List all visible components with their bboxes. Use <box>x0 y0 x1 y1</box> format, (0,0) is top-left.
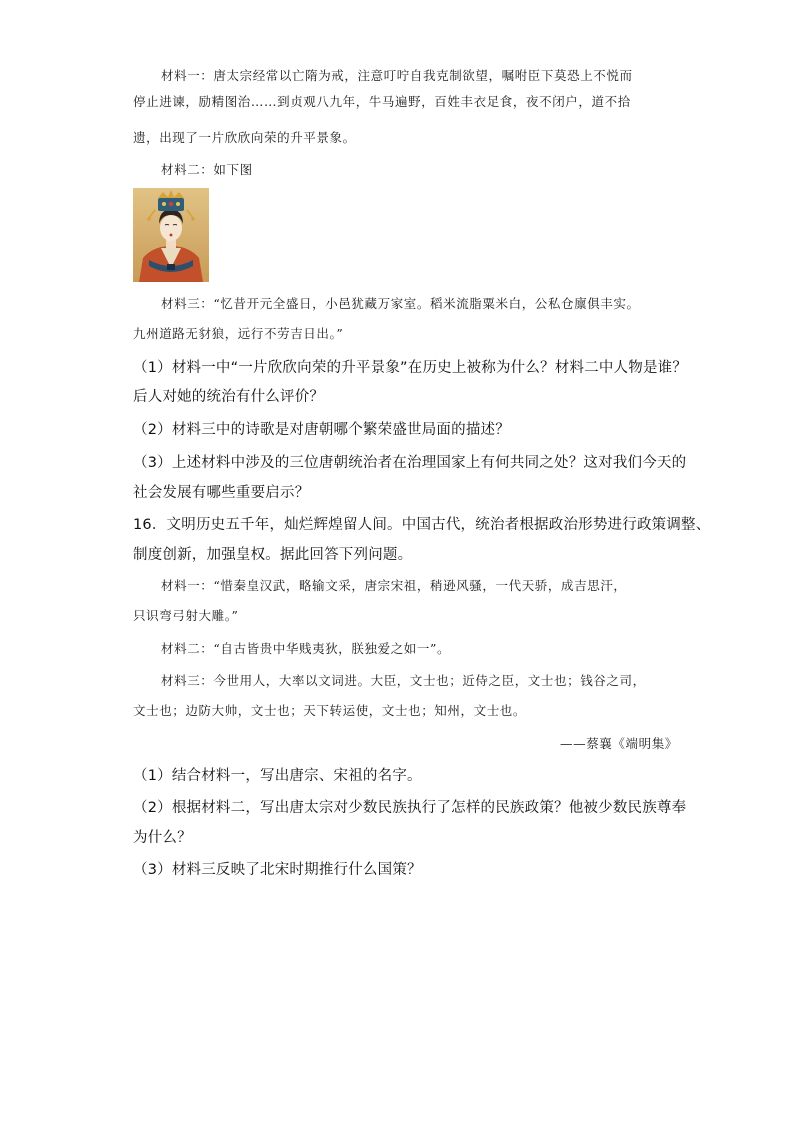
empress-portrait-image <box>133 188 209 282</box>
question-2: （2）材料三中的诗歌是对唐朝哪个繁荣盛世局面的描述？ <box>133 422 510 438</box>
q16-question-2-line-1: （2）根据材料二，写出唐太宗对少数民族执行了怎样的民族政策？他被少数民族尊奉 <box>133 800 687 816</box>
q16-question-3: （3）材料三反映了北宋时期推行什么国策？ <box>133 862 422 878</box>
material1-line-3: 遗，出现了一片欣欣向荣的升平景象。 <box>133 130 356 145</box>
q16-material3-line-2: 文士也；边防大帅，文士也；天下转运使，文士也；知州，文士也。 <box>133 703 527 718</box>
empress-portrait-illustration <box>133 188 209 282</box>
question-1-line-1: （1）材料一中“一片欣欣向荣的升平景象”在历史上被称为什么？材料二中人物是谁？ <box>133 360 688 376</box>
q16-intro-line-2: 制度创新，加强皇权。据此回答下列问题。 <box>133 547 413 563</box>
q16-intro-line-1: 16．文明历史五千年，灿烂辉煌留人间。中国古代，统治者根据政治形势进行政策调整、 <box>133 517 711 533</box>
material3-line-2: 九州道路无豺狼，远行不劳吉日出。” <box>133 326 344 341</box>
q16-material1-line-2: 只识弯弓射大雕。” <box>133 608 239 623</box>
material1-line-2: 停止进谏，励精图治……到贞观八九年，牛马遍野，百姓丰衣足食，夜不闭户，道不拾 <box>133 94 631 109</box>
q16-question-1: （1）结合材料一，写出唐宗、宋祖的名字。 <box>133 768 422 784</box>
material3-line-1: 材料三：“忆昔开元全盛日，小邑犹藏万家室。稻米流脂粟米白，公私仓廪俱丰实。 <box>161 296 640 311</box>
q16-material2: 材料二：“自古皆贵中华贱夷狄，朕独爱之如一”。 <box>161 641 451 656</box>
q16-material3-line-1: 材料三：今世用人，大率以文词进。大臣，文士也；近侍之臣，文士也；钱谷之司， <box>161 673 646 688</box>
material1-line-1: 材料一：唐太宗经常以亡隋为戒，注意叮咛自我克制欲望，嘱咐臣下莫恐上不悦而 <box>161 68 633 83</box>
question-1-line-2: 后人对她的统治有什么评价？ <box>133 389 325 405</box>
question-3-line-2: 社会发展有哪些重要启示？ <box>133 485 310 501</box>
q16-question-2-line-2: 为什么？ <box>133 830 192 846</box>
material2-label: 材料二：如下图 <box>161 162 253 177</box>
question-3-line-1: （3）上述材料中涉及的三位唐朝统治者在治理国家上有何共同之处？这对我们今天的 <box>133 455 687 471</box>
q16-source: ——蔡襄《端明集》 <box>560 736 678 751</box>
q16-material1-line-1: 材料一：“惜秦皇汉武，略输文采，唐宗宋祖，稍逊风骚，一代天骄，成吉思汗， <box>161 578 627 593</box>
